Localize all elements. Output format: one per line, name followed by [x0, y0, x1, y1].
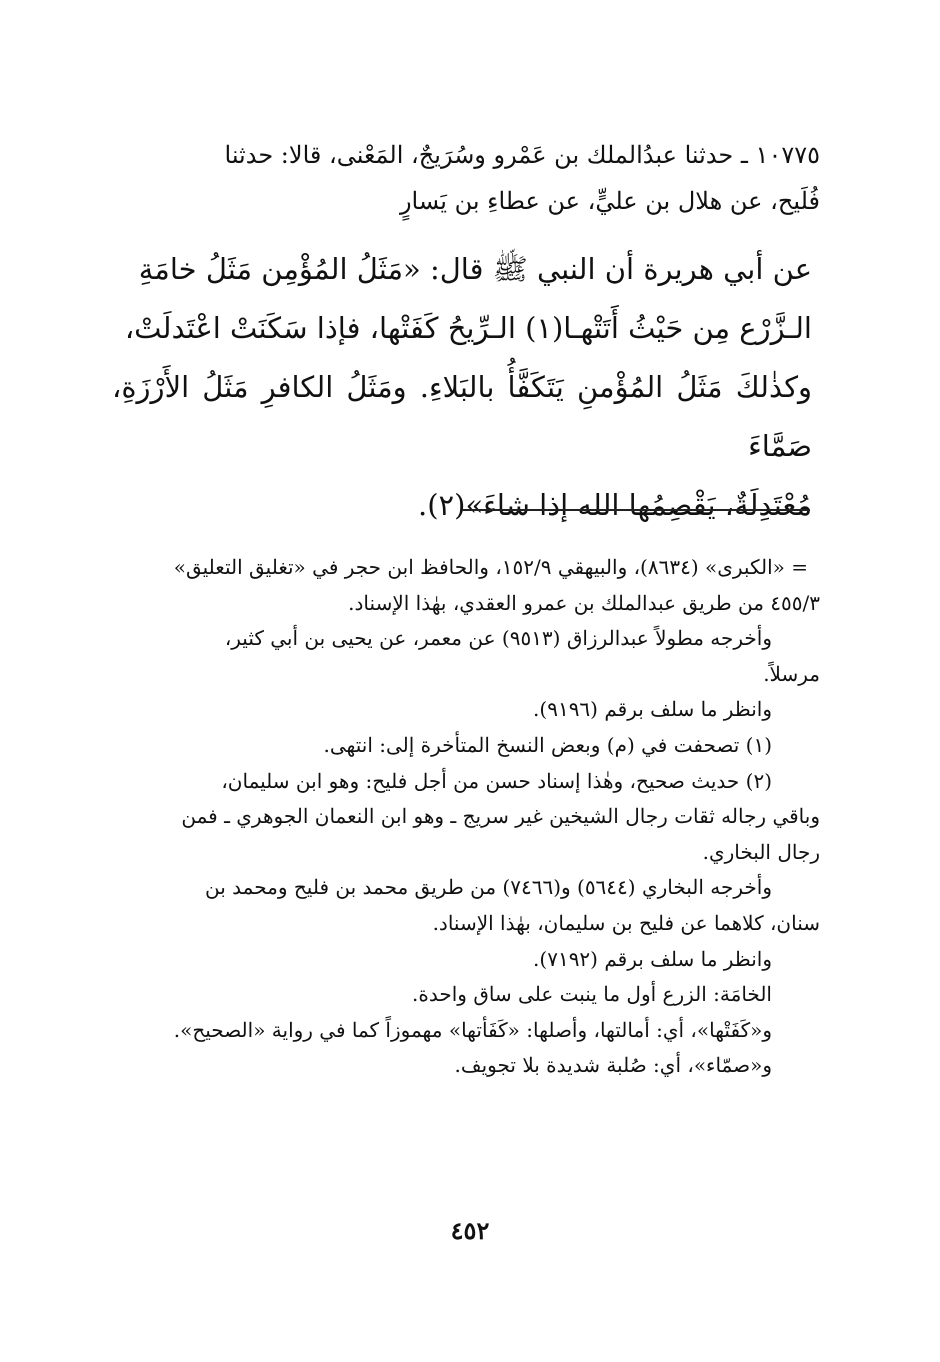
footnote-line: = «الكبرى» (٨٦٣٤)، والبيهقي ١٥٢/٩، والحافظ ابن حجر في «تغليق التعليق» — [173, 555, 808, 579]
footnote-line: و«صمّاء»، أي: صُلبة شديدة بلا تجويف. — [454, 1053, 772, 1078]
matn-line: الـزَّرْع مِن حَيْثُ أَتَتْهـا(١) الـرِّيحُ كَفَتْها، فإذا سَكَنَتْ اعْتَدلَتْ، — [124, 311, 812, 345]
footnote-line: وانظر ما سلف برقم (٩١٩٦). — [533, 697, 772, 722]
hadith-isnad — [112, 132, 820, 224]
footnote-line: وأخرجه البخاري (٥٦٤٤) و(٧٤٦٦) من طريق محمد بن فليح ومحمد بن — [205, 875, 772, 900]
footnote-line: و«كَفَتْها»، أي: أمالتها، وأصلها: «كَفَأتها» مهموزاً كما في رواية «الصحيح». — [173, 1017, 772, 1042]
page-number: ٤٥٢ — [450, 1216, 490, 1245]
matn-line: مُعْتَدِلَةٌ، يَقْصِمُها الله إذا شاءَ»(٢). — [418, 488, 812, 522]
matn-line: وكذٰلكَ مَثَلُ المُؤْمنِ يَتَكَفَّأُ بالبَلاءِ. ومَثَلُ الكافرِ مَثَلُ الأَرْزَةِ، صَمَّاءَ — [112, 370, 812, 463]
isnad-line: فُلَيح، عن هلال بن عليٍّ، عن عطاءِ بن يَسارٍ — [399, 187, 820, 215]
isnad-line: ١٠٧٧٥ ـ حدثنا عبدُالملك بن عَمْرو وسُرَيجٌ، المَعْنى، قالا: حدثنا — [224, 141, 820, 169]
footnotes — [110, 550, 820, 1084]
footnote-line: (١) تصحفت في (م) وبعض النسخ المتأخرة إلى: انتهى. — [323, 732, 772, 757]
matn-line: عن أبي هريرة أن النبي ﷺ قال: «مَثَلُ المُؤْمِن مَثَلُ خامَةِ — [138, 252, 812, 286]
footnote-line: مرسلاً. — [763, 661, 820, 686]
footnote-line: ٤٥٥/٣ من طريق عبدالملك بن عمرو العقدي، بهٰذا الإسناد. — [348, 590, 820, 615]
footnote-line: رجال البخاري. — [702, 839, 820, 864]
footnote-line: وباقي رجاله ثقات رجال الشيخين غير سريج ـ وهو ابن النعمان الجوهري ـ فمن — [181, 804, 820, 829]
footnote-line: سنان، كلاهما عن فليح بن سليمان، بهٰذا الإسناد. — [432, 910, 820, 935]
hadith-matn — [112, 240, 812, 535]
footnote-separator — [462, 509, 810, 511]
footnote-line: (٢) حديث صحيح، وهٰذا إسناد حسن من أجل فليح: وهو ابن سليمان، — [221, 768, 772, 793]
footnote-line: الخامَة: الزرع أول ما ينبت على ساق واحدة. — [412, 982, 772, 1007]
footnote-line: وانظر ما سلف برقم (٧١٩٢). — [533, 946, 772, 971]
footnote-line: وأخرجه مطولاً عبدالرزاق (٩٥١٣) عن معمر، عن يحيى بن أبي كثير، — [224, 626, 772, 651]
